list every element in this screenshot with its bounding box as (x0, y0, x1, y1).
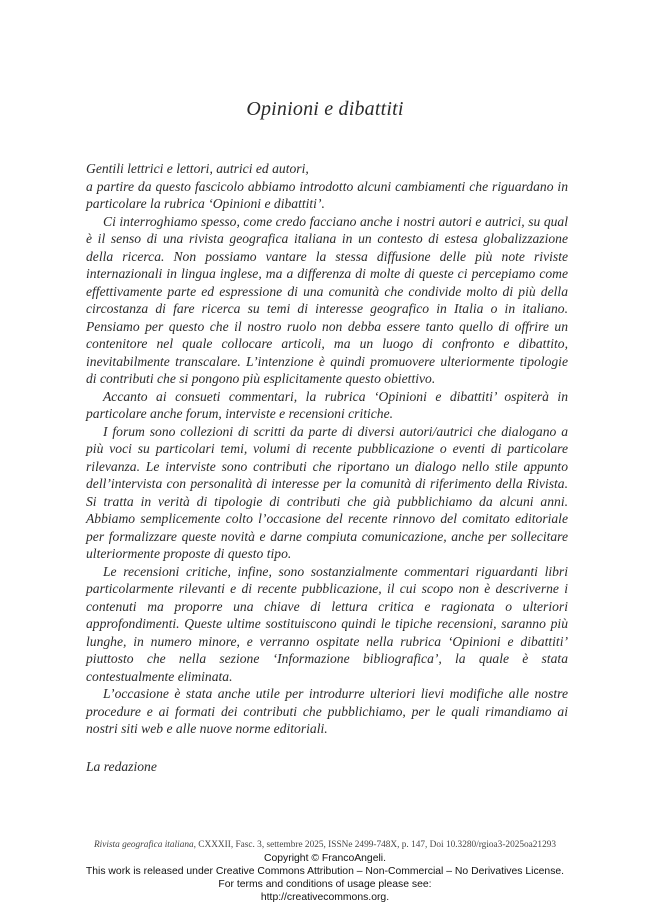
signature: La redazione (86, 758, 157, 774)
article-body (86, 160, 568, 775)
copyright-line: Copyright © FrancoAngeli. (263, 853, 386, 864)
intro-paragraph: a partire da questo fascicolo abbiamo introdotto alcuni cambiamenti che riguardano in particolare la rubrica ‘Opinioni e dibattiti’. (86, 178, 568, 211)
terms-line: For terms and conditions of usage please see: (218, 879, 432, 890)
paragraph: Le recensioni critiche, infine, sono sostanzialmente commentari riguardanti libri particolarmente rilevanti e di recente pubblicazione, il cui scopo non è descriverne i contenuti ma proporre una chiave di lettura critica e ragionata o ulteriori approfondimenti. Queste ultime sostituiscono quindi le tipiche recensioni, saranno più lunghe, in numero minore, e verranno ospitate nella rubrica ‘Opinioni e dibattiti’ piuttosto che nella sezione ‘Informazione bibliografica’, la quale è stata contestualmente eliminata. (86, 563, 568, 684)
license-link[interactable]: http://creativecommons.org. (260, 892, 390, 903)
license-line: This work is released under Creative Commons Attribution – Non-Commercial – No Derivatives License. (85, 866, 565, 877)
paragraph: Accanto ai consueti commentari, la rubrica ‘Opinioni e dibattiti’ ospiterà in particolare anche forum, interviste e recensioni critiche. (86, 388, 568, 421)
license-notice (0, 852, 650, 904)
citation-footer (0, 840, 650, 850)
page-title: Opinioni e dibattiti (246, 98, 404, 120)
greeting: Gentili lettrici e lettori, autrici ed autori, (86, 161, 309, 176)
paragraph: Ci interroghiamo spesso, come credo facciano anche i nostri autori e autrici, su qual è il senso di una rivista geografica italiana in un contesto di estesa globalizzazione della ricerca. Non possiamo vantare la stessa diffusione delle più note riviste internazionali in lingua inglese, ma a differenza di molte di queste ci percepiamo come effettivamente parte ed espressione di una comunità che condivide molto di più della circostanza di fare ricerca su temi di interesse geografico in Italia o in italiano. Pensiamo per questo che il nostro ruolo non debba essere tanto quello di offrire un contenitore nel quale collocare articoli, ma un luogo di confronto e dibattito, inevitabilmente transcalare. L’intenzione è quindi promuovere ulteriormente tipologie di contributi che si pongono più esplicitamente questo obiettivo. (86, 213, 568, 386)
journal-name: Rivista geografica italiana (93, 840, 194, 850)
paragraph: I forum sono collezioni di scritti da parte di diversi autori/autrici che dialogano a più voci su particolari temi, volumi di recente pubblicazione o eventi di particolare rilevanza. Le interviste sono contributi che riportano un dialogo nello stile appunto dell’intervista con personalità di interesse per la comunità di riferimento della Rivista. Si tratta in verità di tipologie di contributi che già pubblichiamo da alcuni anni. Abbiamo semplicemente colto l’occasione del recente rinnovo del comitato editoriale per formalizzare queste novità e darne compiuta comunicazione, anche per sollecitare ulteriormente proposte di questo tipo. (86, 423, 568, 561)
paragraph: L’occasione è stata anche utile per introdurre ulteriori lievi modifiche alle nostre procedure e ai formati dei contributi che pubblichiamo, per le quali rimandiamo ai nostri siti web e alle nuove norme editoriali. (86, 686, 568, 736)
citation-details: , CXXXII, Fasc. 3, settembre 2025, ISSNe 2499-748X, p. 147, Doi 10.3280/rgioa3-2025oa21293 (193, 840, 557, 850)
